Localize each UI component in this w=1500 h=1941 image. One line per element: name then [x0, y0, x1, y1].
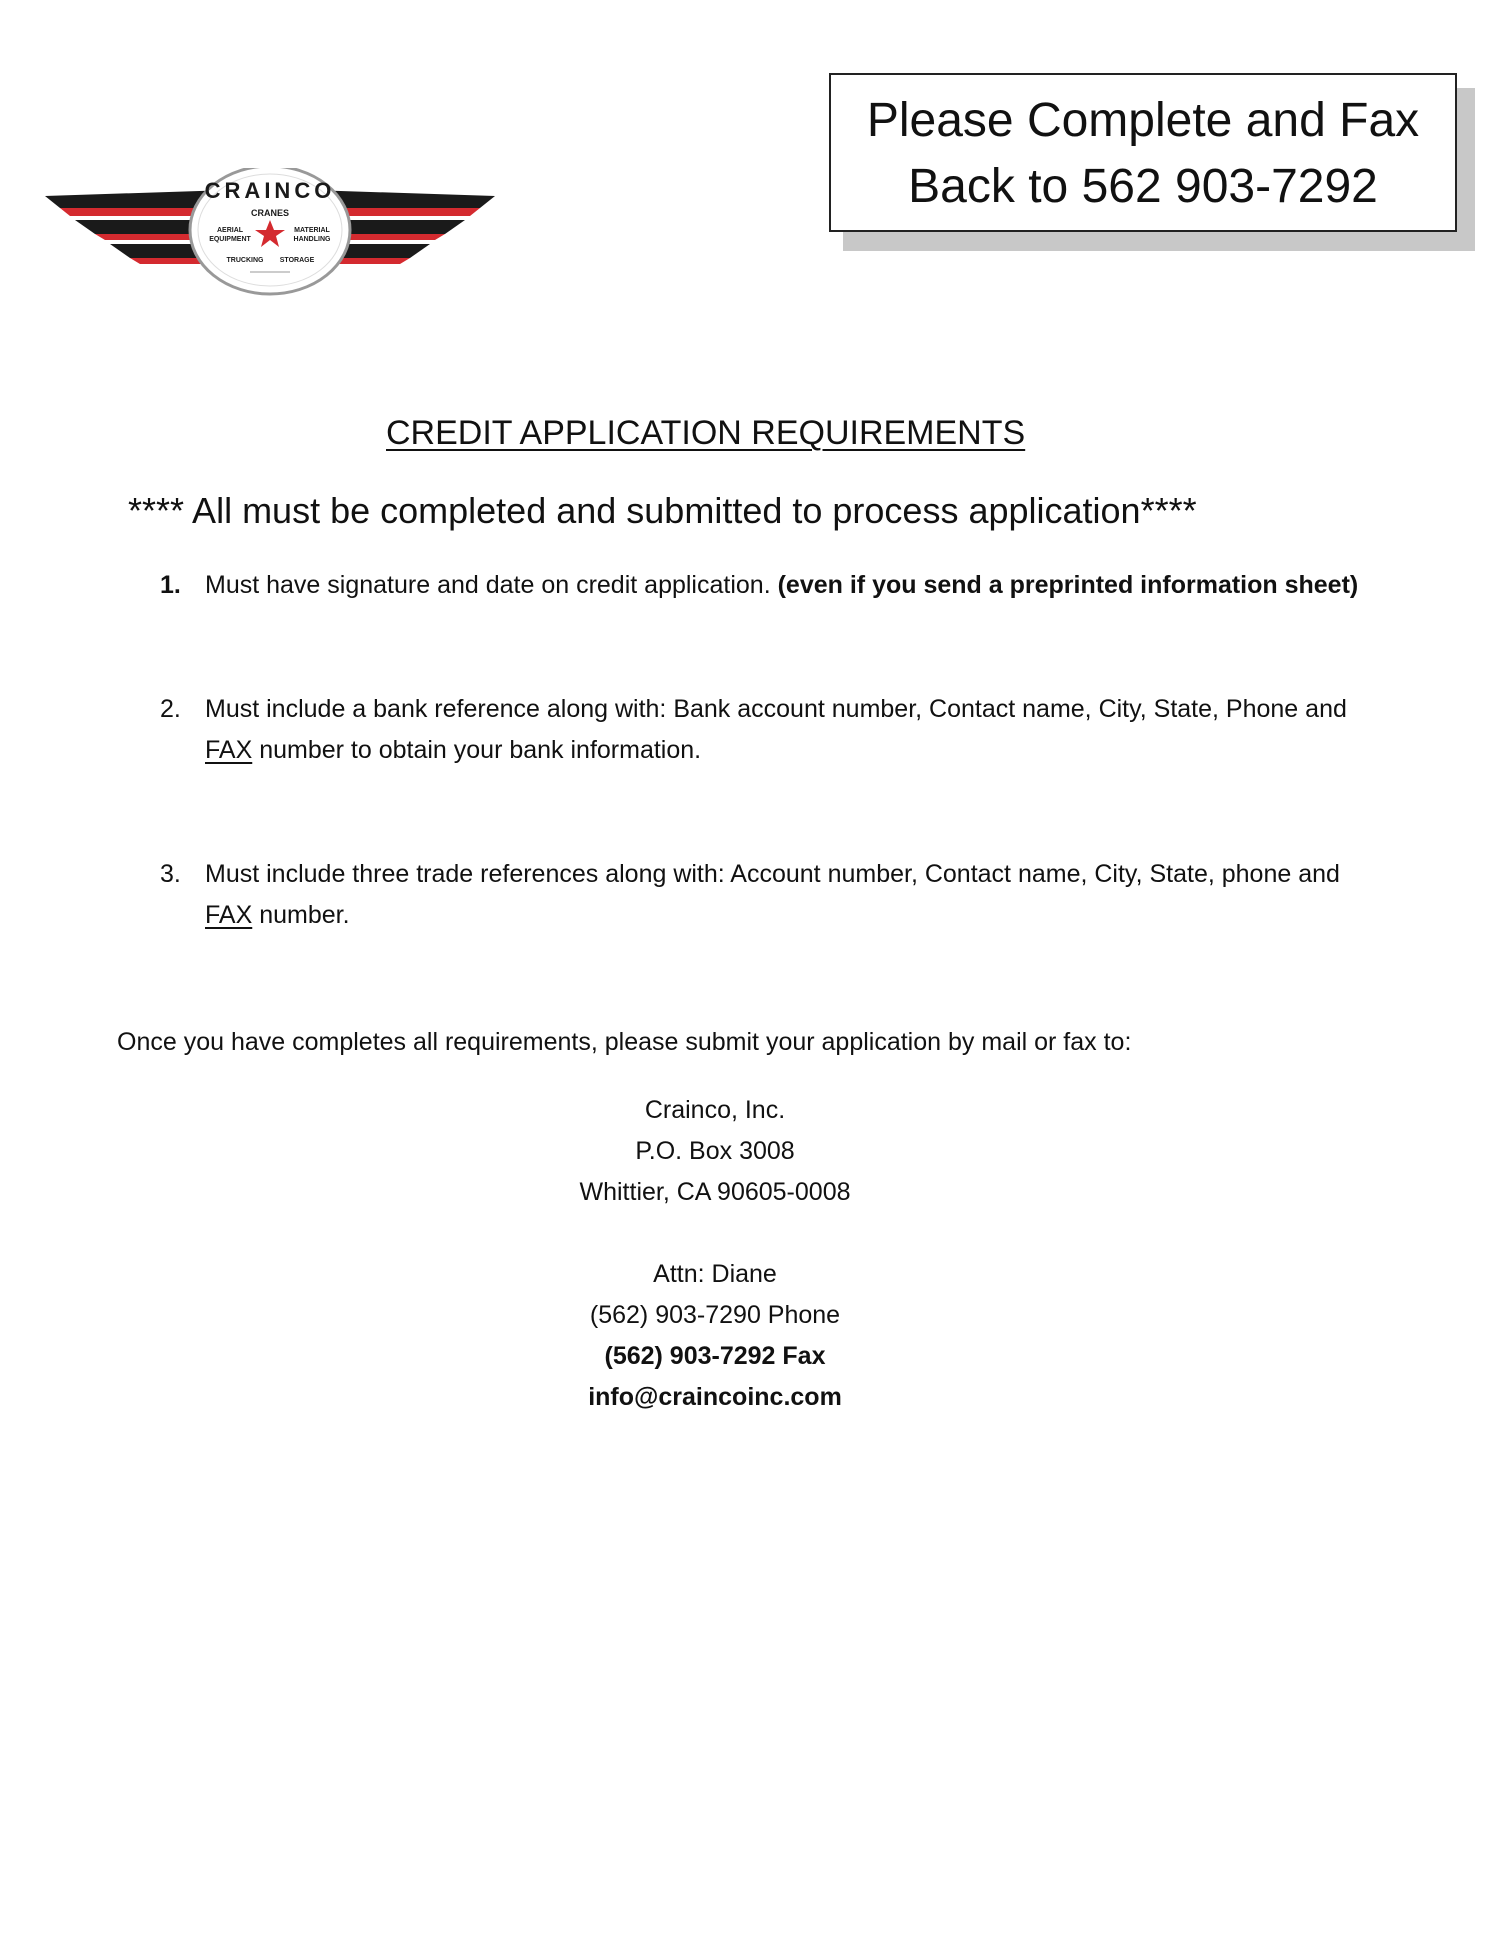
city-state-zip: Whittier, CA 90605-0008	[579, 1178, 851, 1206]
fax-box-line1: Please Complete and Fax	[866, 94, 1420, 147]
list-item-number: 2.	[160, 695, 181, 723]
list-item-text: Must include a bank reference along with: Bank account number, Contact name, City, State, Phone and FAX number to obtain your bank information.	[205, 695, 1347, 764]
logo-brand-text: CRAINCO	[204, 178, 336, 203]
list-item	[160, 689, 1360, 771]
list-item-text: Must have signature and date on credit application. (even if you send a preprinted information sheet)	[205, 571, 1359, 599]
underlined-fax-text: FAX	[205, 736, 253, 764]
fax-instruction-box	[829, 73, 1457, 232]
svg-text:CRANES: CRANES	[250, 208, 290, 218]
svg-text:HANDLING: HANDLING	[293, 236, 331, 243]
fax-box-line2: Back to 562 903-7292	[908, 160, 1378, 213]
list-item	[160, 854, 1360, 936]
svg-text:AERIAL: AERIAL	[216, 227, 244, 234]
page-title: CREDIT APPLICATION REQUIREMENTS	[386, 414, 1026, 452]
attention-line: Attn: Diane	[653, 1260, 777, 1288]
email-address: info@craincoinc.com	[588, 1383, 842, 1411]
completion-notice: **** All must be completed and submitted to process application****	[128, 490, 1197, 531]
mailing-address	[0, 1090, 1430, 1418]
po-box: P.O. Box 3008	[635, 1137, 795, 1165]
list-item-number: 1.	[160, 571, 181, 599]
svg-text:STORAGE: STORAGE	[279, 257, 315, 264]
svg-text:EQUIPMENT: EQUIPMENT	[209, 236, 251, 243]
underlined-fax-text: FAX	[205, 901, 253, 929]
list-item-number: 3.	[160, 860, 181, 888]
fax-number: (562) 903-7292 Fax	[604, 1342, 826, 1370]
company-name: Crainco, Inc.	[644, 1096, 786, 1124]
svg-text:MATERIAL: MATERIAL	[294, 227, 330, 234]
list-item-bold-note: (even if you send a preprinted information sheet)	[777, 571, 1359, 599]
phone-number: (562) 903-7290 Phone	[589, 1301, 841, 1329]
submit-instruction: Once you have completes all requirements, please submit your application by mail or fax to:	[117, 1028, 1132, 1056]
crainco-logo	[40, 168, 500, 308]
list-item	[160, 565, 1360, 606]
svg-text:TRUCKING: TRUCKING	[226, 257, 264, 264]
list-item-text: Must include three trade references along with: Account number, Contact name, City, State, phone and FAX number.	[205, 860, 1340, 929]
spacer	[0, 1213, 1430, 1254]
crainco-logo-graphic	[40, 168, 500, 308]
